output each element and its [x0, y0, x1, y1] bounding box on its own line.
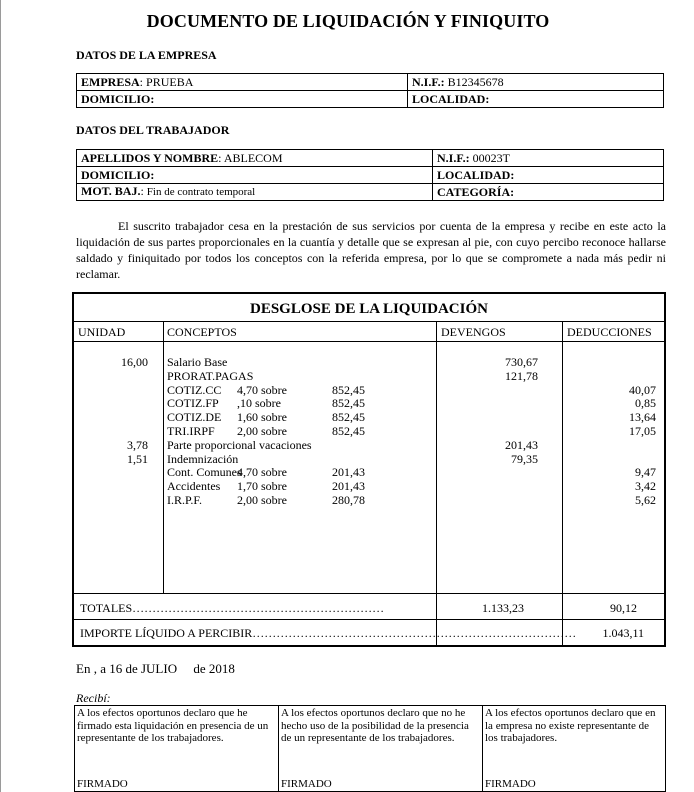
firma-label-3: FIRMADO — [485, 777, 536, 790]
row-concepto: Accidentes — [167, 479, 221, 494]
firma-box-2 — [278, 705, 483, 792]
declaracion-text: El suscrito trabajador cesa en la prestación de sus servicios por cuenta de la empresa y recibe en este acto la liquidación de sus partes proporcionales en la cuantía y detalle que se expresan al pie, con cuyo percibo reconoce hallarse saldado y finiquitado por todos los conceptos con la referida empresa, por lo que se compromete a nada más pedir ni reclamar. — [76, 219, 666, 281]
firmas-section — [74, 705, 666, 792]
row-base: 852,45 — [332, 396, 365, 411]
empresa-localidad-label: LOCALIDAD: — [408, 91, 664, 108]
desglose-box — [72, 292, 666, 647]
trabajador-nif-label: N.I.F.: — [437, 150, 470, 165]
nombre-cell: APELLIDOS Y NOMBRE: ABLECOM — [77, 150, 433, 167]
row-concepto: COTIZ.DE — [167, 410, 222, 425]
col-conceptos-header: CONCEPTOS — [167, 325, 237, 339]
empresa-nif-label: N.I.F.: — [412, 74, 445, 89]
row-deduccion: 9,47 — [635, 465, 656, 480]
row-base: 201,43 — [332, 465, 365, 480]
totales-divider — [74, 593, 664, 594]
row-devengo: 79,35 — [511, 451, 538, 466]
col-devengos-header: DEVENGOS — [441, 325, 506, 339]
trabajador-nif-value: 00023T — [472, 150, 510, 165]
row-tasa: ,10 sobre — [237, 396, 281, 411]
firma-label-2: FIRMADO — [281, 777, 332, 790]
motbaj-cell: MOT. BAJ.: Fin de contrato temporal — [77, 184, 433, 201]
empresa-heading: DATOS DE LA EMPRESA — [76, 48, 217, 62]
empresa-label: EMPRESA — [81, 74, 140, 89]
row-concepto: I.R.P.F. — [167, 493, 203, 507]
fecha-line — [76, 661, 235, 677]
row-concepto: COTIZ.CC — [167, 382, 222, 397]
totales-deducciones: 90,12 — [610, 601, 637, 615]
document-title: DOCUMENTO DE LIQUIDACIÓN Y FINIQUITO — [146, 11, 550, 31]
trabajador-nif-cell — [433, 150, 664, 167]
empresa-cell: EMPRESA: PRUEBA — [77, 74, 408, 91]
row-concepto: Salario Base — [167, 355, 228, 369]
categoria-label: CATEGORÍA: — [433, 184, 664, 201]
row-deduccion: 13,64 — [629, 410, 656, 425]
row-deduccion: 5,62 — [635, 493, 656, 507]
importe-label: IMPORTE LÍQUIDO A PERCIBIR……………………………………………………………………… — [80, 626, 577, 640]
row-devengo: 201,43 — [505, 437, 538, 452]
col-deducciones-header: DEDUCCIONES — [567, 325, 652, 339]
desglose-heading: DESGLOSE DE LA LIQUIDACIÓN — [74, 294, 664, 322]
row-concepto: COTIZ.FP — [167, 396, 219, 411]
nombre-label: APELLIDOS Y NOMBRE — [81, 150, 219, 165]
row-unidad: 1,51 — [127, 451, 148, 466]
empresa-value: PRUEBA — [146, 74, 194, 89]
row-tasa: 2,00 sobre — [237, 493, 287, 507]
firma-text-3: A los efectos oportunos declaro que en la empresa no existe representante de los trabajadores. — [485, 707, 656, 744]
row-base: 852,45 — [332, 424, 365, 438]
row-devengo: 730,67 — [505, 355, 538, 369]
row-concepto: PRORAT.PAGAS — [167, 368, 254, 383]
empresa-nif-cell — [408, 74, 664, 91]
row-deduccion: 40,07 — [629, 382, 656, 397]
nombre-value: ABLECOM — [223, 150, 283, 165]
row-tasa: 4,70 sobre — [237, 382, 287, 397]
trabajador-heading: DATOS DEL TRABAJADOR — [76, 123, 230, 137]
declaracion-paragraph — [76, 218, 666, 282]
firma-text-2: A los efectos oportunos declaro que no he hecho uso de la posibilidad de la presencia de un representante de los trabajadores. — [281, 707, 469, 744]
row-unidad: 3,78 — [127, 437, 148, 452]
motbaj-label: MOT. BAJ. — [81, 184, 141, 198]
row-concepto: Parte proporcional vacaciones — [167, 437, 312, 452]
row-deduccion: 0,85 — [635, 396, 656, 411]
firma-label-1: FIRMADO — [77, 777, 128, 790]
firma-box-1 — [74, 705, 279, 792]
row-base: 201,43 — [332, 479, 365, 494]
row-concepto: TRI.IRPF — [167, 424, 215, 438]
trabajador-domicilio-label: DOMICILIO: — [77, 167, 433, 184]
fecha-prefix: En , a 16 de JULIO — [76, 661, 178, 676]
empresa-nif-value: B12345678 — [447, 74, 504, 89]
motbaj-value: Fin de contrato temporal — [146, 186, 256, 198]
row-concepto: Cont. Comunes — [167, 465, 242, 480]
row-base: 280,78 — [332, 493, 365, 507]
empresa-domicilio-label: DOMICILIO: — [77, 91, 408, 108]
importe-value: 1.043,11 — [602, 626, 644, 640]
row-base: 852,45 — [332, 382, 365, 397]
empresa-table — [76, 73, 664, 108]
col-unidad-header: UNIDAD — [78, 325, 126, 339]
trabajador-localidad-label: LOCALIDAD: — [433, 167, 664, 184]
row-tasa: 4,70 sobre — [237, 465, 287, 480]
row-tasa: 1,60 sobre — [237, 410, 287, 425]
fecha-year: de 2018 — [193, 661, 235, 676]
row-tasa: 1,70 sobre — [237, 479, 287, 494]
row-deduccion: 3,42 — [635, 479, 656, 494]
importe-divider — [74, 619, 664, 620]
row-base: 852,45 — [332, 410, 365, 425]
row-concepto: Indemnización — [167, 451, 239, 466]
firma-text-1: A los efectos oportunos declaro que he firmado esta liquidación en presencia de un representante de los trabajadores. — [77, 707, 269, 744]
row-devengo: 121,78 — [505, 368, 538, 383]
row-deduccion: 17,05 — [629, 424, 656, 438]
firma-box-3 — [482, 705, 666, 792]
totales-label: TOTALES……………………………………………………… — [80, 601, 385, 615]
recibi-label: Recibí: — [76, 691, 111, 705]
row-unidad: 16,00 — [121, 355, 148, 369]
totales-devengos: 1.133,23 — [482, 601, 524, 615]
sep-unidad — [163, 322, 164, 593]
row-tasa: 2,00 sobre — [237, 424, 287, 438]
trabajador-table — [76, 149, 664, 201]
